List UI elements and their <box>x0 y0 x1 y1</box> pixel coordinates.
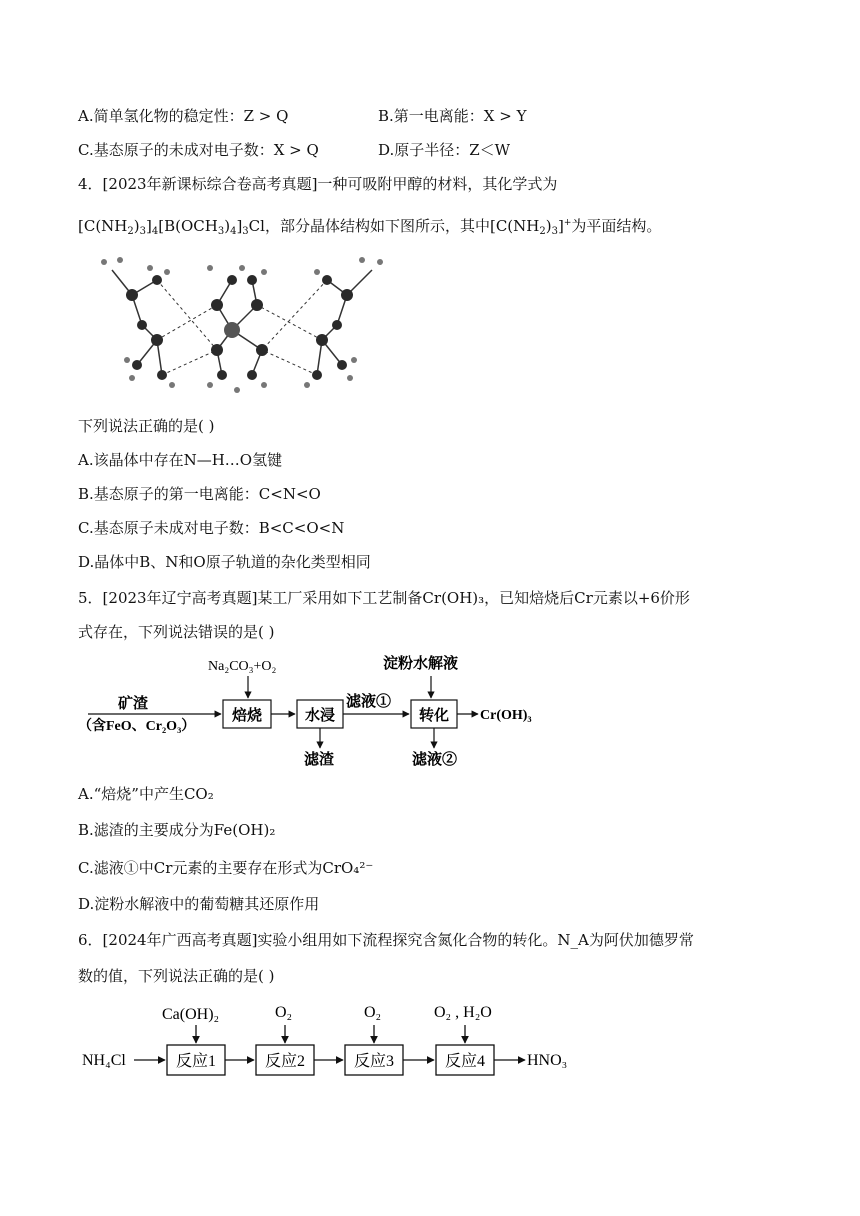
q4-option-d: D.晶体中B、N和O原子轨道的杂化类型相同 <box>78 553 371 571</box>
crystal-structure-image <box>92 250 392 400</box>
q6-reagent-4: O₂ , H₂O <box>434 1004 492 1021</box>
q5-filtrate1: 滤液① <box>346 694 392 710</box>
q5-reagent-top1: Na₂CO₃+O₂ <box>208 659 277 674</box>
q5-feed-label: 矿渣 <box>118 696 149 712</box>
q4-formula-mid: ，部分晶体结构如下图所示，其中 <box>264 217 490 235</box>
q4-option-c: C.基态原子未成对电子数：B<C<O<N <box>78 519 345 537</box>
q6-reagent-1: Ca(OH)₂ <box>162 1006 220 1023</box>
q5-flowchart <box>78 650 578 770</box>
q6-box-4-label: 反应4 <box>444 1053 486 1070</box>
q5-residue: 滤渣 <box>304 752 335 768</box>
q6-box-1-label: 反应1 <box>175 1053 217 1070</box>
q6-end: HNO₃ <box>527 1052 568 1069</box>
q4-cation: $[C(NH_2)_3]^+$ <box>489 217 572 237</box>
q6-box-2-label: 反应2 <box>264 1053 306 1070</box>
q3-option-b: B.第一电离能：X > Y <box>378 107 527 125</box>
q5-box1-label: 焙烧 <box>231 708 263 724</box>
q3-option-a: A.简单氢化物的稳定性：Z > Q <box>78 107 289 125</box>
q5-option-d: D.淀粉水解液中的葡萄糖其还原作用 <box>78 895 320 913</box>
q5-box3-label: 转化 <box>418 708 450 724</box>
q5-stem-2: 式存在，下列说法错误的是( ) <box>78 623 275 641</box>
q4-option-a: A.该晶体中存在N—H…O氢键 <box>78 451 283 469</box>
q6-start: NH₄Cl <box>82 1052 126 1069</box>
q4-question: 下列说法正确的是( ) <box>78 417 215 435</box>
q3-option-d: D.原子半径：Z＜W <box>378 141 511 159</box>
q5-product: Cr(OH)₃ <box>480 708 532 723</box>
q4-formula-line <box>78 213 661 242</box>
q6-reagent-2: O₂ <box>275 1004 293 1021</box>
q5-stem: 5．[2023年辽宁高考真题]某工厂采用如下工艺制备Cr(OH)₃，已知焙烧后Cr元素以+6价形 <box>78 589 690 607</box>
q6-stem: 6．[2024年广西高考真题]实验小组用如下流程探究含氮化合物的转化。N_A为阿伏加德罗常 <box>78 931 694 949</box>
q4-option-b: B.基态原子的第一电离能：C<N<O <box>78 485 321 503</box>
q3-option-c: C.基态原子的未成对电子数：X > Q <box>78 141 319 159</box>
q5-option-c: C.滤液①中Cr元素的主要存在形式为CrO₄²⁻ <box>78 859 374 877</box>
q6-flowchart <box>78 995 598 1085</box>
q5-option-b: B.滤渣的主要成分为Fe(OH)₂ <box>78 821 276 839</box>
q6-stem-2: 数的值，下列说法正确的是( ) <box>78 967 275 985</box>
q5-feed-sub: （含FeO、Cr₂O₃） <box>78 719 196 734</box>
q4-stem: 4．[2023年新课标综合卷高考真题]一种可吸附甲醇的材料，其化学式为 <box>78 175 558 193</box>
q6-reagent-3: O₂ <box>364 1004 382 1021</box>
q5-reagent-top2: 淀粉水解液 <box>383 656 459 672</box>
hydrogen-bond-lines <box>157 280 327 375</box>
q4-formula: $[C(NH_2)_3]_4[B(OCH_3)_4]_3Cl$ <box>78 217 265 237</box>
q4-formula-end: 为平面结构。 <box>571 217 662 235</box>
q6-box-3-label: 反应3 <box>353 1053 395 1070</box>
q5-filtrate2: 滤液② <box>412 752 458 768</box>
q5-box2-label: 水浸 <box>304 708 336 724</box>
q5-option-a: A.“焙烧”中产生CO₂ <box>78 785 214 803</box>
